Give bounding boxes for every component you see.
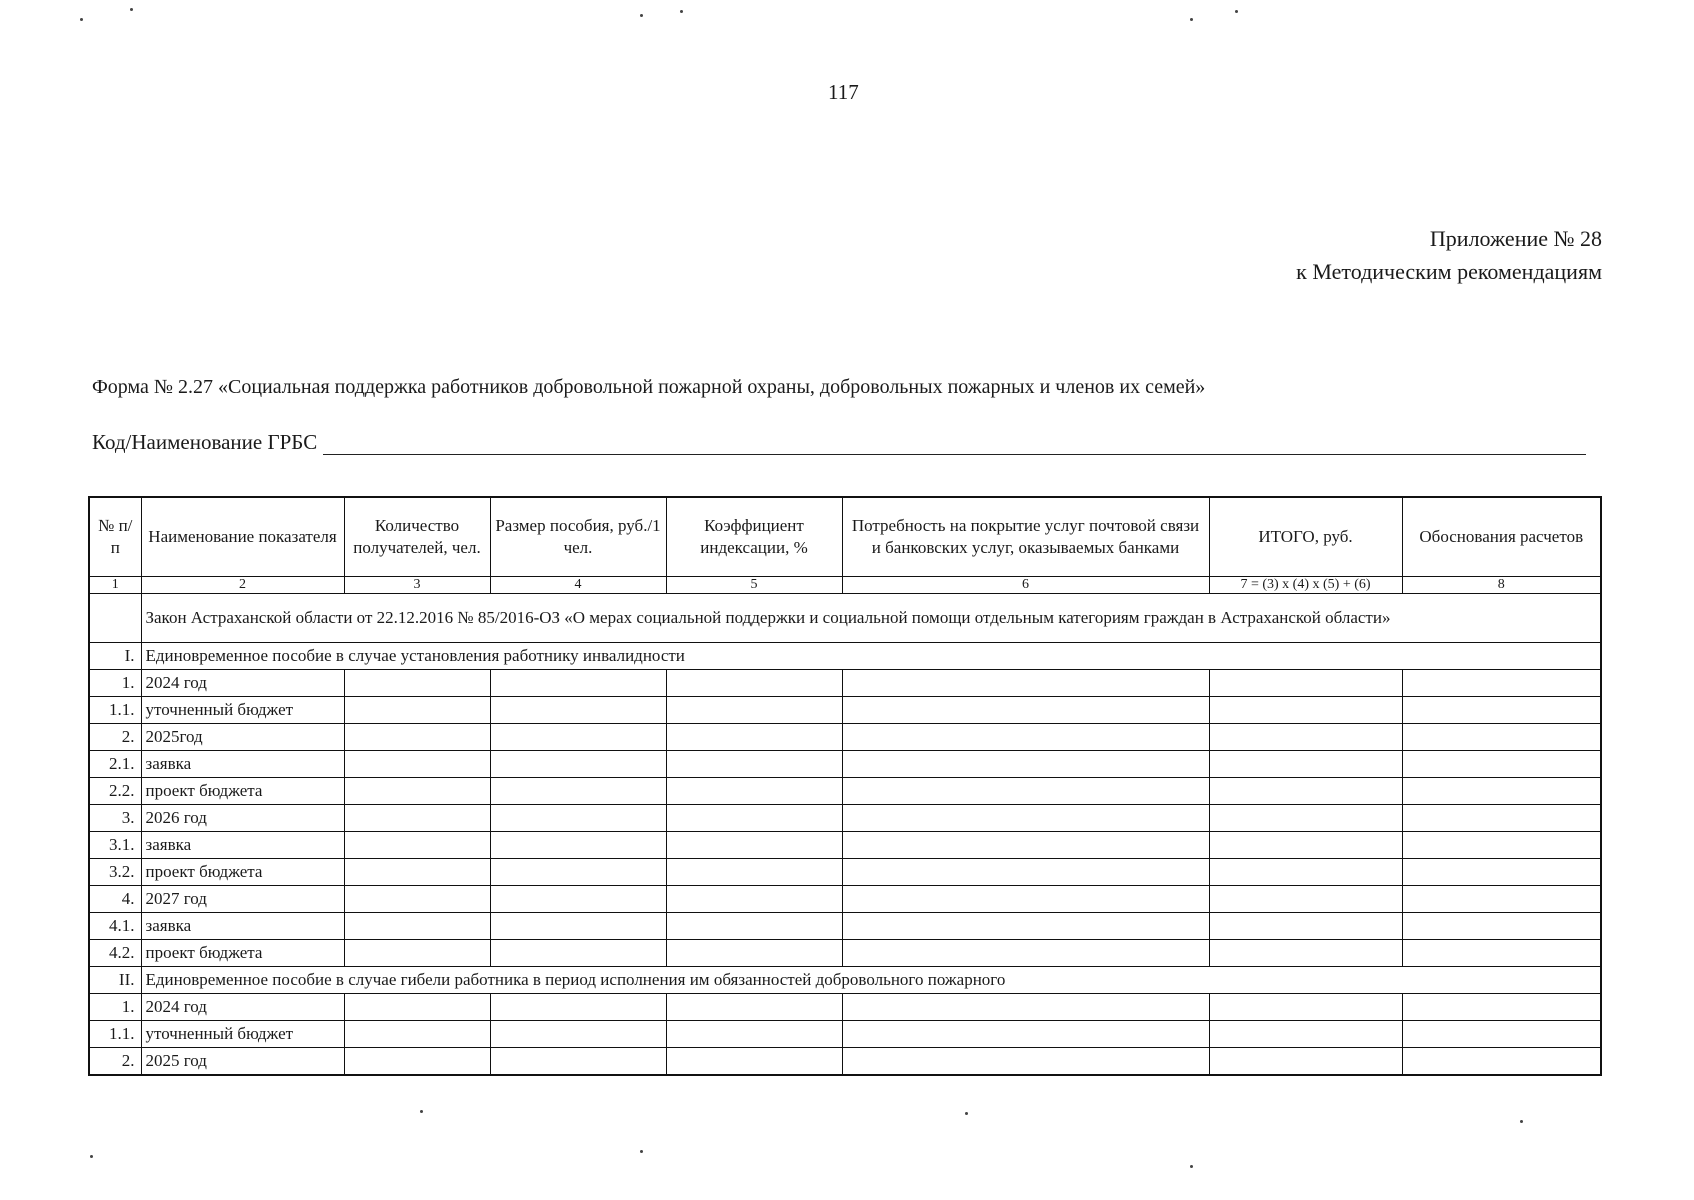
header-cell: Количество получателей, чел. <box>344 497 490 577</box>
empty-value-cell[interactable] <box>344 994 490 1021</box>
section-row <box>89 643 1601 670</box>
table-row <box>89 697 1601 724</box>
empty-value-cell[interactable] <box>666 751 842 778</box>
table-row <box>89 994 1601 1021</box>
empty-value-cell[interactable] <box>1209 670 1402 697</box>
empty-value-cell[interactable] <box>1402 886 1601 913</box>
empty-value-cell[interactable] <box>1402 670 1601 697</box>
empty-value-cell[interactable] <box>1402 913 1601 940</box>
empty-value-cell[interactable] <box>344 751 490 778</box>
table-row <box>89 1048 1601 1076</box>
row-number: 1. <box>89 994 141 1021</box>
empty-value-cell[interactable] <box>490 778 666 805</box>
form-title: Форма № 2.27 «Социальная поддержка работников добровольной пожарной охраны, добровольных пожарных и членов их семей» <box>92 376 1206 398</box>
empty-value-cell[interactable] <box>490 724 666 751</box>
empty-value-cell[interactable] <box>490 805 666 832</box>
empty-value-cell[interactable] <box>842 670 1209 697</box>
row-number: 2.2. <box>89 778 141 805</box>
empty-value-cell[interactable] <box>490 697 666 724</box>
empty-value-cell[interactable] <box>490 886 666 913</box>
table-row <box>89 751 1601 778</box>
empty-value-cell[interactable] <box>666 697 842 724</box>
table-row <box>89 832 1601 859</box>
column-number: 3 <box>344 577 490 594</box>
empty-value-cell[interactable] <box>490 1048 666 1076</box>
indicator-name: проект бюджета <box>141 859 344 886</box>
indicator-name: проект бюджета <box>141 778 344 805</box>
column-number-row <box>89 577 1601 594</box>
empty-value-cell[interactable] <box>666 778 842 805</box>
empty-value-cell[interactable] <box>666 913 842 940</box>
empty-value-cell[interactable] <box>842 697 1209 724</box>
indicator-name: заявка <box>141 913 344 940</box>
row-number: 1.1. <box>89 1021 141 1048</box>
appendix-subtitle: к Методическим рекомендациям <box>1296 259 1602 284</box>
empty-value-cell[interactable] <box>1209 886 1402 913</box>
empty-value-cell[interactable] <box>1209 778 1402 805</box>
indicator-name: 2024 год <box>141 670 344 697</box>
appendix-number: Приложение № 28 <box>1429 226 1602 251</box>
table-row <box>89 1021 1601 1048</box>
section-row <box>89 967 1601 994</box>
table-row <box>89 778 1601 805</box>
empty-value-cell[interactable] <box>344 670 490 697</box>
empty-value-cell[interactable] <box>490 859 666 886</box>
empty-value-cell[interactable] <box>1402 832 1601 859</box>
empty-value-cell[interactable] <box>666 832 842 859</box>
empty-value-cell[interactable] <box>842 778 1209 805</box>
law-row <box>89 594 1601 643</box>
empty-value-cell[interactable] <box>666 1048 842 1076</box>
indicator-name: 2025год <box>141 724 344 751</box>
empty-value-cell[interactable] <box>1209 724 1402 751</box>
empty-value-cell[interactable] <box>842 859 1209 886</box>
indicator-name: 2026 год <box>141 805 344 832</box>
column-number: 8 <box>1402 577 1601 594</box>
empty-value-cell[interactable] <box>344 859 490 886</box>
header-cell: Потребность на покрытие услуг почтовой связи и банковских услуг, оказываемых банками <box>842 497 1209 577</box>
empty-value-cell[interactable] <box>666 886 842 913</box>
table-row <box>89 670 1601 697</box>
indicator-name: 2027 год <box>141 886 344 913</box>
indicator-name: уточненный бюджет <box>141 697 344 724</box>
empty-value-cell[interactable] <box>344 1048 490 1076</box>
empty-value-cell[interactable] <box>344 913 490 940</box>
grbs-label: Код/Наименование ГРБС <box>92 430 318 454</box>
grbs-blank-line <box>323 434 1586 455</box>
empty-value-cell[interactable] <box>1209 832 1402 859</box>
empty-value-cell[interactable] <box>490 832 666 859</box>
header-cell: Коэффициент индексации, % <box>666 497 842 577</box>
header-cell: ИТОГО, руб. <box>1209 497 1402 577</box>
empty-value-cell[interactable] <box>1402 697 1601 724</box>
form-table <box>88 496 1602 1076</box>
empty-value-cell[interactable] <box>1402 859 1601 886</box>
empty-value-cell[interactable] <box>842 1048 1209 1076</box>
empty-value-cell[interactable] <box>344 778 490 805</box>
row-number: 4.2. <box>89 940 141 967</box>
empty-value-cell[interactable] <box>490 994 666 1021</box>
empty-value-cell[interactable] <box>344 832 490 859</box>
row-number: 4.1. <box>89 913 141 940</box>
header-cell: Наименование показателя <box>141 497 344 577</box>
header-cell: Обоснования расчетов <box>1402 497 1601 577</box>
empty-value-cell[interactable] <box>842 994 1209 1021</box>
section-title: Единовременное пособие в случае установления работнику инвалидности <box>141 643 1601 670</box>
empty-value-cell[interactable] <box>344 697 490 724</box>
column-number: 1 <box>89 577 141 594</box>
header-cell: № п/п <box>89 497 141 577</box>
column-number: 2 <box>141 577 344 594</box>
grbs-field <box>92 430 1586 455</box>
empty-value-cell[interactable] <box>1402 805 1601 832</box>
empty-value-cell[interactable] <box>842 751 1209 778</box>
table-row <box>89 724 1601 751</box>
empty-value-cell[interactable] <box>344 940 490 967</box>
indicator-name: проект бюджета <box>141 940 344 967</box>
empty-value-cell[interactable] <box>344 886 490 913</box>
indicator-name: заявка <box>141 751 344 778</box>
empty-value-cell[interactable] <box>1402 724 1601 751</box>
empty-value-cell[interactable] <box>1209 1048 1402 1076</box>
indicator-name: 2025 год <box>141 1048 344 1076</box>
table-row <box>89 940 1601 967</box>
empty-value-cell[interactable] <box>490 913 666 940</box>
empty-value-cell[interactable] <box>490 1021 666 1048</box>
empty-value-cell[interactable] <box>1402 751 1601 778</box>
empty-value-cell[interactable] <box>666 940 842 967</box>
appendix-reference <box>1296 222 1602 288</box>
empty-value-cell[interactable] <box>1209 994 1402 1021</box>
empty-value-cell[interactable] <box>1209 1021 1402 1048</box>
empty-value-cell[interactable] <box>1209 697 1402 724</box>
column-number: 7 = (3) х (4) х (5) + (6) <box>1209 577 1402 594</box>
row-number: 1.1. <box>89 697 141 724</box>
empty-value-cell[interactable] <box>1402 1021 1601 1048</box>
header-cell: Размер пособия, руб./1 чел. <box>490 497 666 577</box>
column-number: 6 <box>842 577 1209 594</box>
empty-value-cell[interactable] <box>490 751 666 778</box>
law-title: Закон Астраханской области от 22.12.2016 № 85/2016-ОЗ «О мерах социальной поддержки и социальной помощи отдельным категориям граждан в Астраханской области» <box>141 594 1601 643</box>
row-number: 3.2. <box>89 859 141 886</box>
empty-value-cell[interactable] <box>666 994 842 1021</box>
row-number: 2.1. <box>89 751 141 778</box>
indicator-name: уточненный бюджет <box>141 1021 344 1048</box>
empty-value-cell[interactable] <box>1209 940 1402 967</box>
empty-value-cell[interactable] <box>842 724 1209 751</box>
row-number: 4. <box>89 886 141 913</box>
empty-value-cell[interactable] <box>344 1021 490 1048</box>
row-number: 3. <box>89 805 141 832</box>
empty-value-cell[interactable] <box>1209 751 1402 778</box>
empty-value-cell[interactable] <box>842 832 1209 859</box>
table-row <box>89 805 1601 832</box>
column-number: 4 <box>490 577 666 594</box>
empty-value-cell[interactable] <box>1402 994 1601 1021</box>
indicator-name: заявка <box>141 832 344 859</box>
row-number: 2. <box>89 724 141 751</box>
empty-value-cell[interactable] <box>490 670 666 697</box>
empty-value-cell[interactable] <box>1209 913 1402 940</box>
section-number: I. <box>89 643 141 670</box>
section-title: Единовременное пособие в случае гибели работника в период исполнения им обязанностей добровольного пожарного <box>141 967 1601 994</box>
empty-value-cell[interactable] <box>666 670 842 697</box>
row-number: 3.1. <box>89 832 141 859</box>
empty-value-cell[interactable] <box>1402 778 1601 805</box>
indicator-name: 2024 год <box>141 994 344 1021</box>
empty-value-cell[interactable] <box>842 1021 1209 1048</box>
table-row <box>89 913 1601 940</box>
empty-value-cell[interactable] <box>1402 940 1601 967</box>
empty-value-cell[interactable] <box>842 805 1209 832</box>
empty-value-cell[interactable] <box>344 805 490 832</box>
empty-value-cell[interactable] <box>344 724 490 751</box>
section-number: II. <box>89 967 141 994</box>
empty-value-cell[interactable] <box>1209 859 1402 886</box>
page-number: 117 <box>828 80 859 104</box>
empty-value-cell[interactable] <box>666 1021 842 1048</box>
empty-value-cell[interactable] <box>666 724 842 751</box>
empty-value-cell[interactable] <box>1402 1048 1601 1076</box>
law-number-cell <box>89 594 141 643</box>
empty-value-cell[interactable] <box>666 805 842 832</box>
empty-value-cell[interactable] <box>1209 805 1402 832</box>
table-header-row <box>89 497 1601 577</box>
empty-value-cell[interactable] <box>490 940 666 967</box>
column-number: 5 <box>666 577 842 594</box>
empty-value-cell[interactable] <box>842 913 1209 940</box>
row-number: 2. <box>89 1048 141 1076</box>
table-row <box>89 859 1601 886</box>
table-row <box>89 886 1601 913</box>
empty-value-cell[interactable] <box>842 940 1209 967</box>
empty-value-cell[interactable] <box>666 859 842 886</box>
row-number: 1. <box>89 670 141 697</box>
empty-value-cell[interactable] <box>842 886 1209 913</box>
